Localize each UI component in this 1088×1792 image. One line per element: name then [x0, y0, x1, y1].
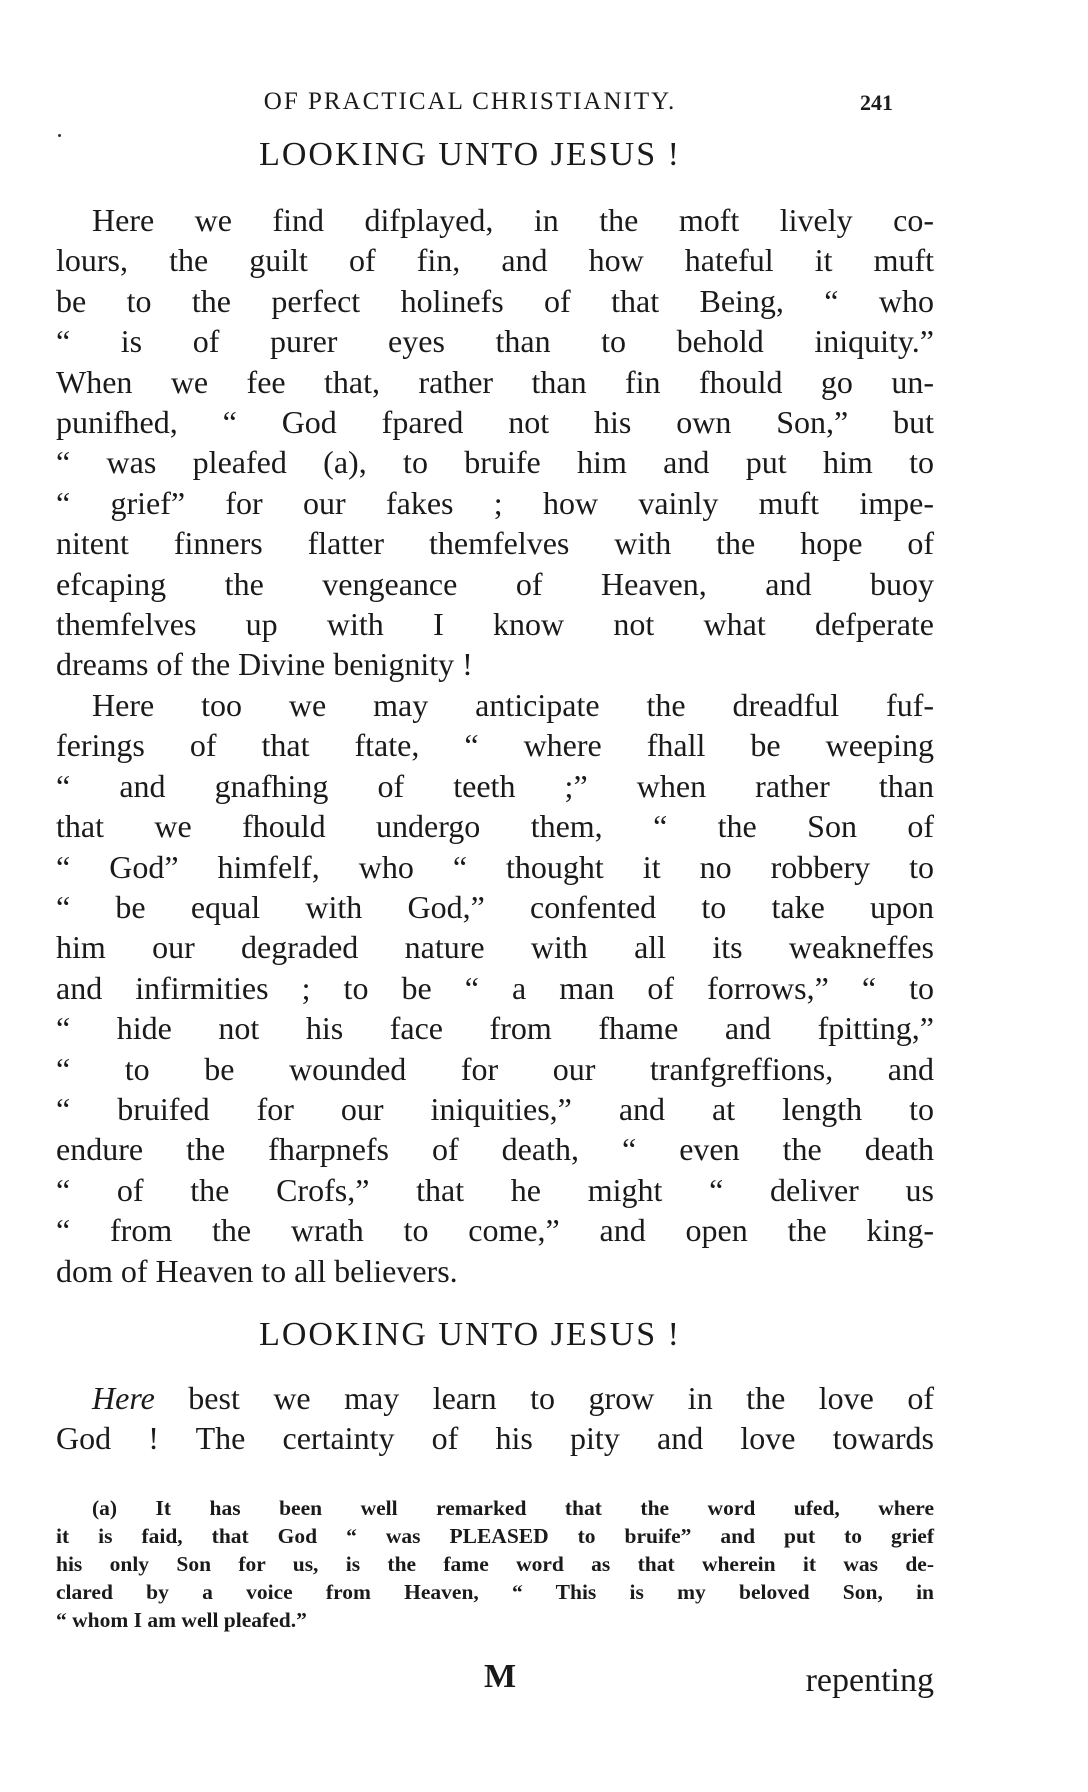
- text-line: “ and gnafhing of teeth ;” when rather than: [56, 767, 934, 804]
- text-line: “ is of purer eyes than to behold iniquity.”: [56, 323, 934, 360]
- text-line: “ God” himfelf, who “ thought it no robbery to: [56, 848, 934, 885]
- ink-speck: [58, 134, 61, 137]
- text-line: “ grief” for our fakes ; how vainly muft impe-: [56, 484, 934, 521]
- text-line: “ hide not his face from fhame and fpitting,”: [56, 1010, 934, 1047]
- text-line: “ from the wrath to come,” and open the king-: [56, 1212, 934, 1249]
- footnote-line: it is faid, that God “ was PLEASED to bruife” and put to grief: [56, 1524, 934, 1548]
- text-line: “ was pleafed (a), to bruife him and put him to: [56, 444, 934, 481]
- footnote: [56, 1494, 934, 1634]
- text-line: Here too we may anticipate the dreadful fuf-: [92, 686, 934, 723]
- text-line: endure the fharpnefs of death, “ even the death: [56, 1131, 934, 1168]
- text-line: “ bruifed for our iniquities,” and at length to: [56, 1090, 934, 1127]
- text-line: him our degraded nature with all its weakneffes: [56, 929, 934, 966]
- text-line: dreams of the Divine benignity !: [56, 646, 473, 683]
- text-line: efcaping the vengeance of Heaven, and buoy: [56, 565, 934, 602]
- section-heading: LOOKING UNTO JESUS !: [259, 1316, 681, 1353]
- text-line: themfelves up with I know not what defperate: [56, 606, 934, 643]
- text-line: “ be equal with God,” confented to take upon: [56, 888, 934, 925]
- footnote-line: clared by a voice from Heaven, “ This is my beloved Son, in: [56, 1580, 934, 1604]
- text-line: that we fhould undergo them, “ the Son of: [56, 808, 934, 845]
- text-line: dom of Heaven to all believers.: [56, 1252, 458, 1289]
- text-fragment: best we may learn to grow in the love of: [188, 1380, 935, 1416]
- text-line: Here we find difplayed, in the moft lively co-: [92, 202, 934, 238]
- footnote-line: his only Son for us, is the fame word as that wherein it was de-: [56, 1552, 934, 1576]
- text-line: [56, 1378, 934, 1418]
- page-number: 241: [860, 90, 893, 115]
- running-head: OF PRACTICAL CHRISTIANITY.: [263, 88, 677, 115]
- text-line: and infirmities ; to be “ a man of forrows,” “ to: [56, 969, 934, 1006]
- text-line: “ to be wounded for our tranfgreffions, and: [56, 1050, 934, 1087]
- section-heading: LOOKING UNTO JESUS !: [259, 136, 681, 173]
- text-line: “ of the Crofs,” that he might “ deliver us: [56, 1171, 934, 1208]
- body-text-block-2: [56, 1378, 934, 1459]
- footnote-line: “ whom I am well pleafed.”: [56, 1608, 307, 1632]
- catchword: repenting: [805, 1662, 934, 1699]
- signature-mark: M: [484, 1658, 517, 1695]
- text-line: When we fee that, rather than fin fhould go un-: [56, 363, 934, 400]
- text-line: nitent finners flatter themfelves with the hope of: [56, 525, 934, 562]
- footnote-line: (a) It has been well remarked that the word ufed, where: [92, 1496, 934, 1520]
- text-line: punifhed, “ God fpared not his own Son,” but: [56, 404, 934, 441]
- text-line: ferings of that ftate, “ where fhall be weeping: [56, 727, 934, 764]
- text-line: God ! The certainty of his pity and love towards: [56, 1420, 934, 1457]
- text-line: lours, the guilt of fin, and how hateful it muft: [56, 242, 934, 279]
- text-line: be to the perfect holinefs of that Being, “ who: [56, 282, 934, 319]
- italic-word: Here: [92, 1380, 155, 1416]
- body-text-block-1: [56, 200, 934, 1291]
